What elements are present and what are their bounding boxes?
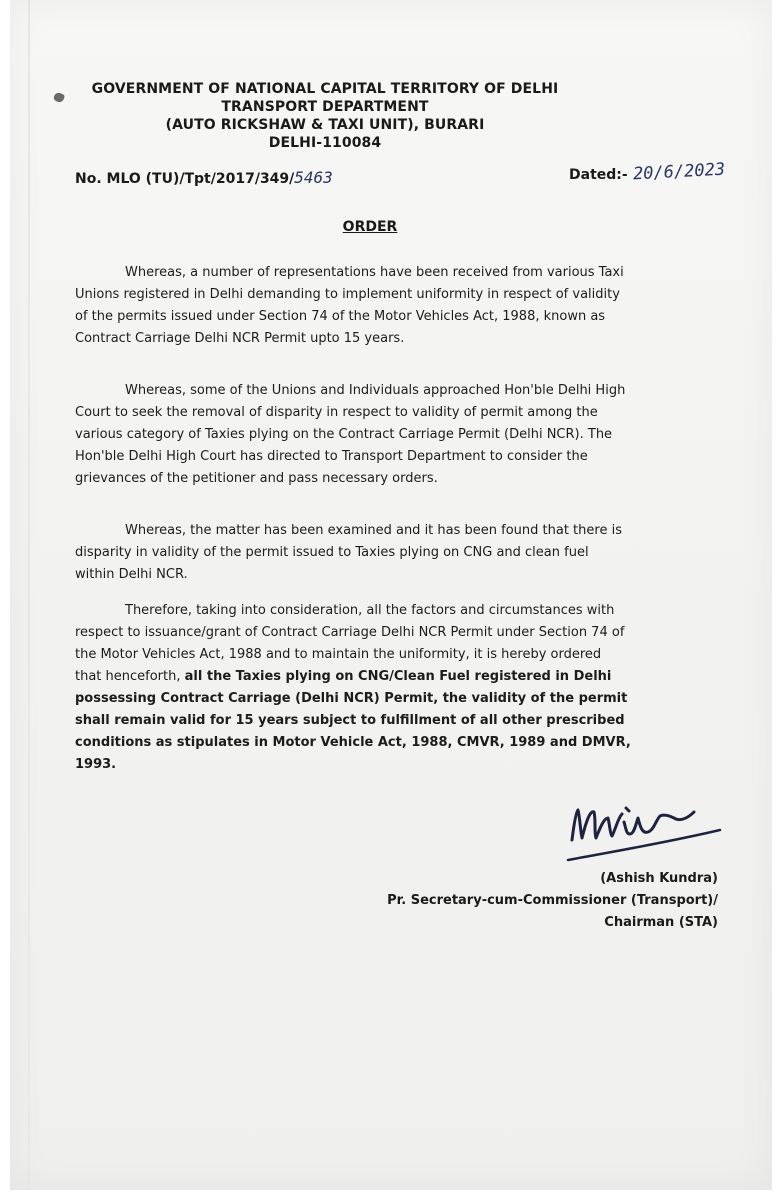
signatory-designation: Chairman (STA) [604,915,718,930]
paragraph-text-bold: all the Taxies plying on CNG/Clean Fuel registered in Delhi [184,669,612,684]
paragraph-line: Court to seek the removal of disparity in respect to validity of permit among the [75,405,598,420]
paragraph-line-bold: shall remain valid for 15 years subject to fulfillment of all other prescribed [75,713,625,728]
letterhead-line-department: TRANSPORT DEPARTMENT [221,99,429,115]
dated [569,159,726,185]
signatory-designation: Pr. Secretary-cum-Commissioner (Transport)/ [387,893,718,908]
page-edge-shadow [28,0,30,1190]
paragraph-2 [75,380,715,490]
signatory-block [300,868,718,934]
order-title: ORDER [342,219,398,235]
reference-number-handwritten: 5463 [294,168,333,187]
reference-line [75,159,755,190]
signatory-name: (Ashish Kundra) [600,871,718,886]
paragraph-4 [75,600,715,776]
paragraph-line: Whereas, a number of representations have been received from various Taxi [125,265,624,280]
letterhead-line-address: DELHI-110084 [268,135,382,151]
paragraph-line: various category of Taxies plying on the Contract Carriage Permit (Delhi NCR). The [75,427,613,442]
dated-handwritten: 20/6/2023 [632,159,726,185]
paragraph-line: Whereas, the matter has been examined and it has been found that there is [125,523,622,538]
letterhead-line-unit: (AUTO RICKSHAW & TAXI UNIT), BURARI [165,117,485,133]
handwritten-signature [560,788,730,868]
paragraph-line: within Delhi NCR. [75,567,188,582]
paragraph-line: the Motor Vehicles Act, 1988 and to maintain the uniformity, it is hereby ordered [75,647,602,662]
paragraph-3 [75,520,715,586]
paragraph-line-bold: 1993. [75,757,117,772]
paragraph-1 [75,262,715,350]
paragraph-line: of the permits issued under Section 74 of the Motor Vehicles Act, 1988, known as [75,309,606,324]
paragraph-text: that henceforth, [75,669,185,684]
paragraph-line: Unions registered in Delhi demanding to implement uniformity in respect of validity [75,287,620,302]
paragraph-line: disparity in validity of the permit issued to Taxies plying on CNG and clean fuel [75,545,589,560]
letterhead [0,80,650,152]
paragraph-line: respect to issuance/grant of Contract Carriage Delhi NCR Permit under Section 74 of [75,625,625,640]
paragraph-line: Therefore, taking into consideration, all the factors and circumstances with [125,603,615,618]
paragraph-line-bold: possessing Contract Carriage (Delhi NCR) Permit, the validity of the permit [75,691,628,706]
paragraph-line: Contract Carriage Delhi NCR Permit upto 15 years. [75,331,405,346]
dated-label: Dated:- [569,167,628,183]
paragraph-line: grievances of the petitioner and pass necessary orders. [75,471,438,486]
paragraph-line: Hon'ble Delhi High Court has directed to Transport Department to consider the [75,449,588,464]
paragraph-line: Whereas, some of the Unions and Individuals approached Hon'ble Delhi High [125,383,626,398]
reference-number-printed: No. MLO (TU)/Tpt/2017/349/ [75,171,295,187]
reference-number [75,168,333,187]
letterhead-line-government: GOVERNMENT OF NATIONAL CAPITAL TERRITORY OF DELHI [91,81,559,97]
paragraph-line-bold: conditions as stipulates in Motor Vehicle Act, 1988, CMVR, 1989 and DMVR, [75,735,631,750]
paragraph-line-mixed [75,666,715,688]
